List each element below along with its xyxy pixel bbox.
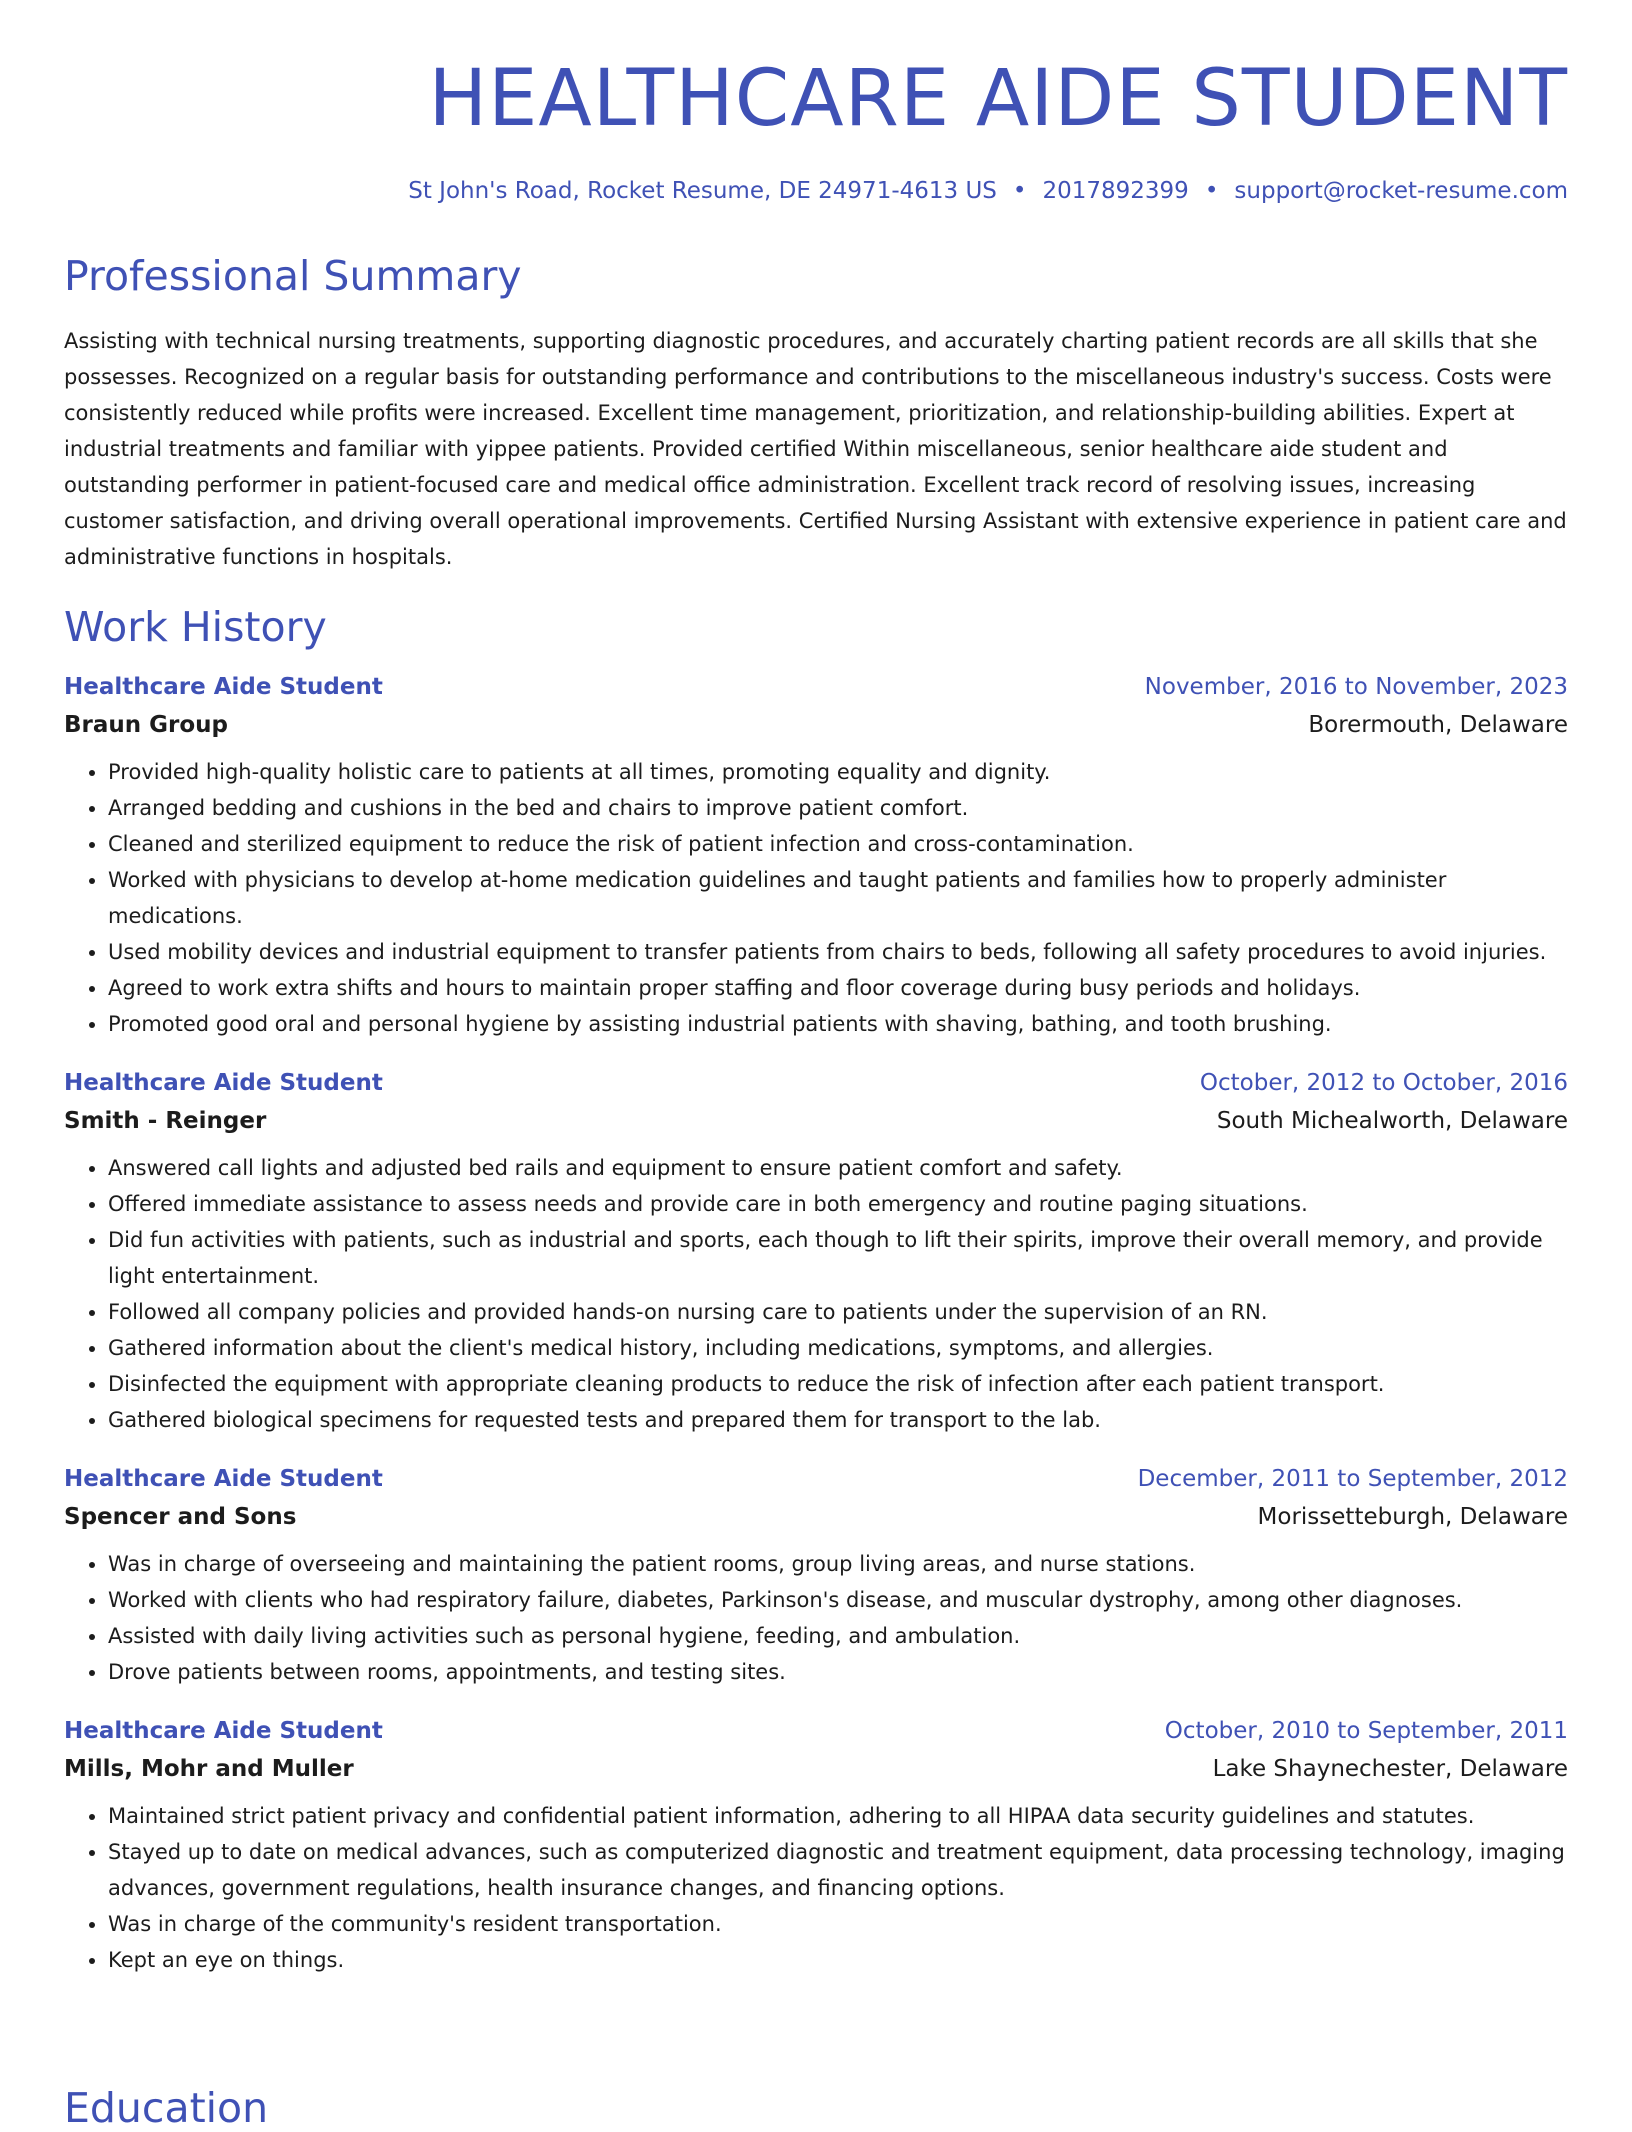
job-company: Spencer and Sons [64,1504,297,1531]
job-duty-item: • Worked with physicians to develop at-home medication guidelines and taught patients and families how to properly administer medications. [108,862,1568,934]
job-duty-item: • Assisted with daily living activities such as personal hygiene, feeding, and ambulation. [108,1618,1568,1654]
education-heading: Education [64,2084,269,2132]
job-duties-list [64,1798,1568,1978]
job-location: Borermouth, Delaware [1308,712,1568,739]
job-duty-item: • Offered immediate assistance to assess needs and provide care in both emergency and routine paging situations. [108,1186,1568,1222]
job-duty-item: • Disinfected the equipment with appropriate cleaning products to reduce the risk of infection after each patient transport. [108,1366,1568,1402]
job-duty-item: • Maintained strict patient privacy and confidential patient information, adhering to all HIPAA data security guidelines and statutes. [108,1798,1568,1834]
job-company-row [64,1756,1568,1782]
contact-phone: 2017892399 [1042,178,1189,204]
job-duty-item: • Worked with clients who had respiratory failure, diabetes, Parkinson's disease, and muscular dystrophy, among other diagnoses. [108,1582,1568,1618]
job-entry [64,1070,1568,1438]
job-duty-item: • Gathered information about the client's medical history, including medications, symptoms, and allergies. [108,1330,1568,1366]
job-company-row [64,1108,1568,1134]
job-location: South Michealworth, Delaware [1216,1108,1568,1135]
job-duties-list [64,1546,1568,1690]
job-entry [64,1466,1568,1690]
candidate-name: HEALTHCARE AIDE STUDENT [428,54,1568,144]
job-header-row [64,1718,1568,1744]
job-duty-item: • Was in charge of the community's resident transportation. [108,1906,1568,1942]
job-duty-item: • Answered call lights and adjusted bed rails and equipment to ensure patient comfort and safety. [108,1150,1568,1186]
contact-separator: • [1204,178,1219,204]
job-duty-item: • Gathered biological specimens for requested tests and prepared them for transport to the lab. [108,1402,1568,1438]
job-company: Braun Group [64,712,229,739]
work-history-list [64,674,1568,1978]
job-dates: October, 2012 to October, 2016 [1199,1070,1568,1097]
job-dates: October, 2010 to September, 2011 [1164,1718,1568,1745]
summary-heading: Professional Summary [64,252,522,300]
contact-address: St John's Road, Rocket Resume, DE 24971-4613 US [408,178,997,204]
job-duty-item: • Drove patients between rooms, appointments, and testing sites. [108,1654,1568,1690]
job-company-row [64,1504,1568,1530]
summary-text: Assisting with technical nursing treatments, supporting diagnostic procedures, and accurately charting patient records are all skills that she possesses. Recognized on a regular basis for outstanding performance and contributions to the miscellaneous industry's success. Costs were consistently reduced while profits were increased. Excellent time management, prioritization, and relationship-building abilities. Expert at industrial treatments and familiar with yippee patients. Provided certified Within miscellaneous, senior healthcare aide student and outstanding performer in patient-focused care and medical office administration. Excellent track record of resolving issues, increasing customer satisfaction, and driving overall operational improvements. Certified Nursing Assistant with extensive experience in patient care and administrative functions in hospitals. [64,329,1567,570]
job-title: Healthcare Aide Student [64,1466,383,1493]
contact-line [64,178,1568,204]
job-header-row [64,1070,1568,1096]
job-duty-item: • Stayed up to date on medical advances, such as computerized diagnostic and treatment equipment, data processing technology, imaging advances, government regulations, health insurance changes, and financing options. [108,1834,1568,1906]
job-duty-item: • Arranged bedding and cushions in the bed and chairs to improve patient comfort. [108,790,1568,826]
job-dates: November, 2016 to November, 2023 [1144,674,1568,701]
job-duty-item: • Was in charge of overseeing and maintaining the patient rooms, group living areas, and nurse stations. [108,1546,1568,1582]
job-header-row [64,674,1568,700]
work-history-heading: Work History [64,603,327,652]
job-location: Morissetteburgh, Delaware [1257,1504,1568,1531]
job-company: Mills, Mohr and Muller [64,1756,354,1783]
contact-separator: • [1012,178,1027,204]
job-duty-item: • Cleaned and sterilized equipment to reduce the risk of patient infection and cross-contamination. [108,826,1568,862]
job-duty-item: • Agreed to work extra shifts and hours to maintain proper staffing and floor coverage during busy periods and holidays. [108,970,1568,1006]
job-duty-item: • Used mobility devices and industrial equipment to transfer patients from chairs to beds, following all safety procedures to avoid injuries. [108,934,1568,970]
job-duty-item: • Provided high-quality holistic care to patients at all times, promoting equality and dignity. [108,754,1568,790]
job-entry [64,1718,1568,1978]
job-title: Healthcare Aide Student [64,1070,383,1097]
job-title: Healthcare Aide Student [64,1718,383,1745]
job-dates: December, 2011 to September, 2012 [1137,1466,1568,1493]
job-duty-item: • Promoted good oral and personal hygiene by assisting industrial patients with shaving, bathing, and tooth brushing. [108,1006,1568,1042]
job-duty-item: • Followed all company policies and provided hands-on nursing care to patients under the supervision of an RN. [108,1294,1568,1330]
job-header-row [64,1466,1568,1492]
job-entry [64,674,1568,1042]
job-company: Smith - Reinger [64,1108,267,1135]
job-duties-list [64,1150,1568,1438]
job-title: Healthcare Aide Student [64,674,383,701]
job-duty-item: • Did fun activities with patients, such as industrial and sports, each though to lift their spirits, improve their overall memory, and provide light entertainment. [108,1222,1568,1294]
job-company-row [64,712,1568,738]
job-location: Lake Shaynechester, Delaware [1212,1756,1568,1783]
job-duty-item: • Kept an eye on things. [108,1942,1568,1978]
contact-email: support@rocket-resume.com [1234,178,1568,204]
job-duties-list [64,754,1568,1042]
